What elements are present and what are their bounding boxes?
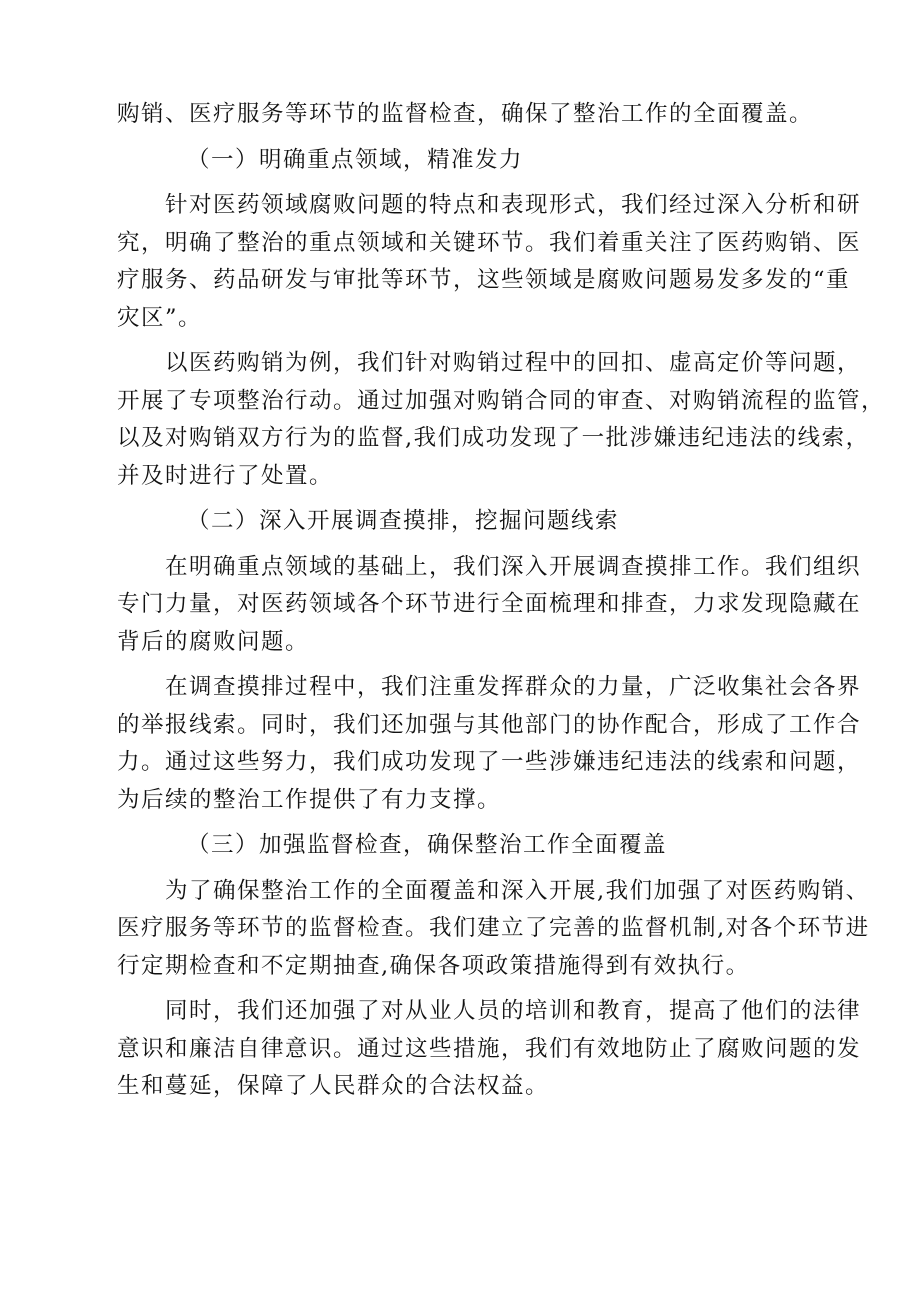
text-line: 在调查摸排过程中，我们注重发挥群众的力量，广泛收集社会各界 (165, 674, 862, 700)
text-line: 行定期检查和不定期抽查,确保各项政策措施得到有效执行。 (117, 952, 750, 979)
paragraph (117, 187, 862, 337)
heading-text: （三）加强监督检查，确保整治工作全面覆盖 (187, 832, 668, 858)
heading-text: （一）明确重点领域，精准发力 (187, 146, 524, 173)
text-line: 同时，我们还加强了对从业人员的培训和教育，提高了他们的法律 (165, 998, 862, 1024)
text-line: 开展了专项整治行动。通过加强对购销合同的审查、对购销流程的监管， (117, 387, 886, 414)
text-line: 的举报线索。同时，我们还加强与其他部门的协作配合，形成了工作合 (117, 711, 862, 738)
text-line: 疗服务、药品研发与审批等环节，这些领域是腐败问题易发多发的“重 (117, 267, 851, 293)
paragraph (117, 549, 862, 662)
text-line: 并及时进行了处置。 (117, 462, 334, 489)
text-line: 医疗服务等环节的监督检查。我们建立了完善的监督机制,对各个环节进 (117, 915, 870, 941)
paragraph (117, 993, 862, 1106)
text-line: 以及对购销双方行为的监督,我们成功发现了一批涉嫌违纪违法的线索， (117, 425, 870, 451)
text-line: 为后续的整治工作提供了有力支撑。 (117, 786, 502, 813)
text-line: 以医药购销为例，我们针对购销过程中的回扣、虚高定价等问题， (165, 350, 862, 376)
paragraph (117, 669, 862, 819)
text-line: 生和蔓延，保障了人民群众的合法权益。 (117, 1073, 550, 1099)
section-heading-3 (117, 827, 833, 865)
text-line: 针对医药领域腐败问题的特点和表现形式，我们经过深入分析和研 (165, 192, 862, 218)
paragraph (117, 345, 886, 495)
text-line: 专门力量，对医药领域各个环节进行全面梳理和排查，力求发现隐藏在 (117, 591, 862, 617)
text-line: 为了确保整治工作的全面覆盖和深入开展,我们加强了对医药购销、 (165, 877, 870, 904)
text-line: 究，明确了整治的重点领域和关键环节。我们着重关注了医药购销、医 (117, 229, 862, 256)
text-line: 意识和廉洁自律意识。通过这些措施，我们有效地防止了腐败问题的发 (117, 1035, 862, 1062)
section-heading-2 (117, 503, 833, 541)
text-line: 在明确重点领域的基础上，我们深入开展调查摸排工作。我们组织 (165, 553, 862, 580)
section-heading-1 (117, 142, 833, 180)
document-body (117, 96, 886, 1106)
text-line: 灾区”。 (117, 304, 203, 331)
paragraph (117, 873, 870, 986)
text-line: 购销、医疗服务等环节的监督检查，确保了整治工作的全面覆盖。 (117, 101, 814, 127)
paragraph-continuation (117, 96, 833, 134)
text-line: 力。通过这些努力，我们成功发现了一些涉嫌违纪违法的线索和问题， (117, 749, 862, 775)
heading-text: （二）深入开展调查摸排，挖掘问题线索 (187, 508, 620, 534)
text-line: 背后的腐败问题。 (117, 628, 310, 655)
